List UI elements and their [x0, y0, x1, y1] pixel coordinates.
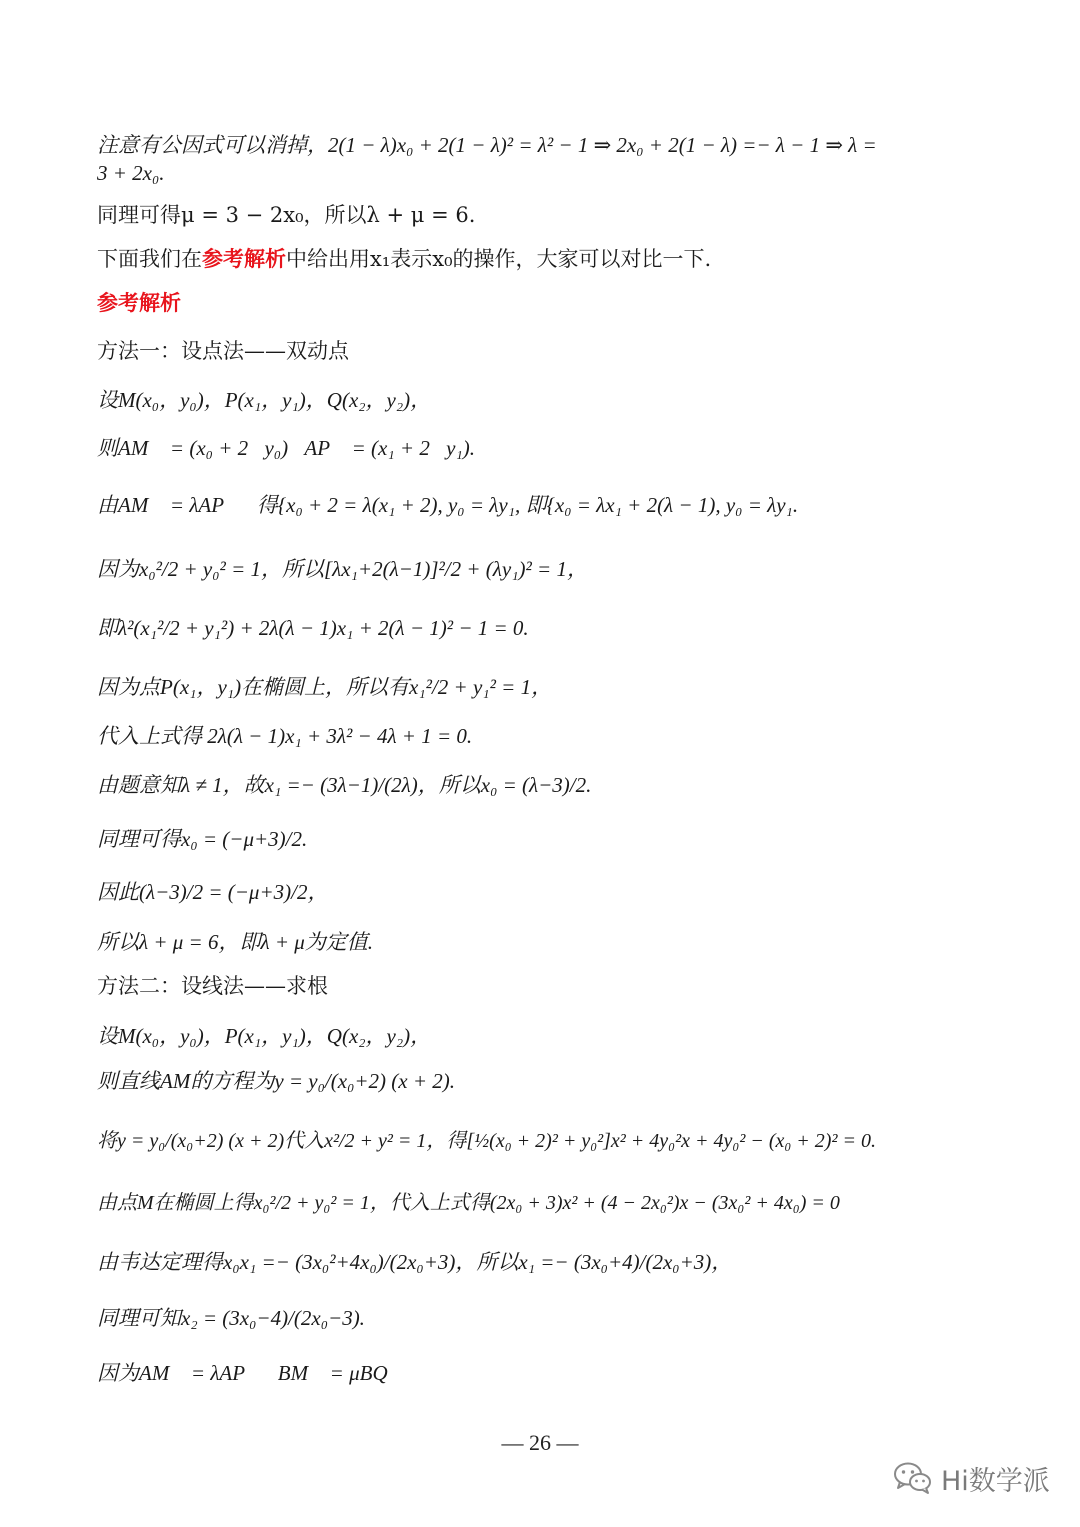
text-line: 由题意知λ ≠ 1，故x₁ =− (3λ−1)/(2λ)，所以x₀ = (λ−3)/2. — [97, 773, 592, 797]
text-line: 设M(x₀，y₀)，P(x₁，y₁)，Q(x₂，y₂)， — [97, 1024, 432, 1048]
text-line: 所以λ + μ = 6，即λ + μ为定值. — [97, 930, 374, 954]
text-line: 3 + 2x₀. — [97, 161, 165, 185]
text-line: 由点M在椭圆上得x₀²/2 + y₀² = 1，代入上式得(2x₀ + 3)x² + (4 − 2x₀²)x − (3x₀² + 4x₀) = 0 — [97, 1192, 840, 1214]
text-line: 因为x₀²/2 + y₀² = 1，所以[λx₁+2(λ−1)]²/2 + (λy₁)² = 1， — [97, 557, 588, 581]
watermark-text: Hi数学派 — [941, 1465, 1050, 1497]
method-heading: 方法一：设点法——双动点 — [97, 339, 349, 363]
text-line: 则AM⃗ = (x₀ + 2，y₀)，AP⃗ = (x₁ + 2，y₁). — [97, 436, 476, 460]
equation-system: 由AM⃗ = λAP⃗，得{x₀ + 2 = λ(x₁ + 2), y₀ = λy₁, 即{x₀ = λx₁ + 2(λ − 1), y₀ = λy₁. — [97, 493, 799, 517]
text-line: 即λ²(x₁²/2 + y₁²) + 2λ(λ − 1)x₁ + 2(λ − 1)² − 1 = 0. — [97, 616, 529, 640]
text-line: 注意有公因式可以消掉，2(1 − λ)x₀ + 2(1 − λ)² = λ² − 1 ⇒ 2x₀ + 2(1 − λ) =− λ − 1 ⇒ λ = — [97, 133, 877, 157]
text-line: 同理可得x₀ = (−μ+3)/2. — [97, 827, 308, 851]
highlight-reference: 参考解析 — [202, 246, 286, 271]
text-line: 设M(x₀，y₀)，P(x₁，y₁)，Q(x₂，y₂)， — [97, 388, 432, 412]
wechat-icon — [893, 1461, 933, 1495]
text-line — [97, 244, 1020, 274]
text-line: 代入上式得 2λ(λ − 1)x₁ + 3λ² − 4λ + 1 = 0. — [97, 724, 473, 748]
text-line: 因为AM⃗ = λAP⃗，BM⃗ = μBQ⃗， — [97, 1361, 421, 1385]
section-heading: 参考解析 — [97, 290, 181, 315]
text-line: 将y = y₀/(x₀+2) (x + 2)代入x²/2 + y² = 1，得[½(x₀ + 2)² + y₀²]x² + 4y₀²x + 4y₀² − (x₀ + 2)² = 0. — [97, 1130, 876, 1152]
text-line: 由韦达定理得x₀x₁ =− (3x₀²+4x₀)/(2x₀+3)，所以x₁ =− (3x₀+4)/(2x₀+3)， — [97, 1250, 733, 1274]
page-number: — 26 — — [501, 1430, 579, 1455]
text-segment: 中给出用x₁表示x₀的操作，大家可以对比一下. — [286, 247, 712, 271]
text-line: 则直线AM的方程为y = y₀/(x₀+2) (x + 2). — [97, 1069, 456, 1093]
method-heading: 方法二：设线法——求根 — [97, 974, 328, 998]
text-line: 因此(λ−3)/2 = (−μ+3)/2， — [97, 880, 329, 904]
text-line: 同理可知x₂ = (3x₀−4)/(2x₀−3). — [97, 1306, 365, 1330]
text-segment: 下面我们在 — [97, 247, 202, 271]
watermark — [893, 1458, 1050, 1498]
text-line: 因为点P(x₁，y₁)在椭圆上，所以有x₁²/2 + y₁² = 1， — [97, 675, 553, 699]
text-line: 同理可得μ = 3 − 2x₀，所以λ + μ = 6. — [97, 203, 476, 227]
